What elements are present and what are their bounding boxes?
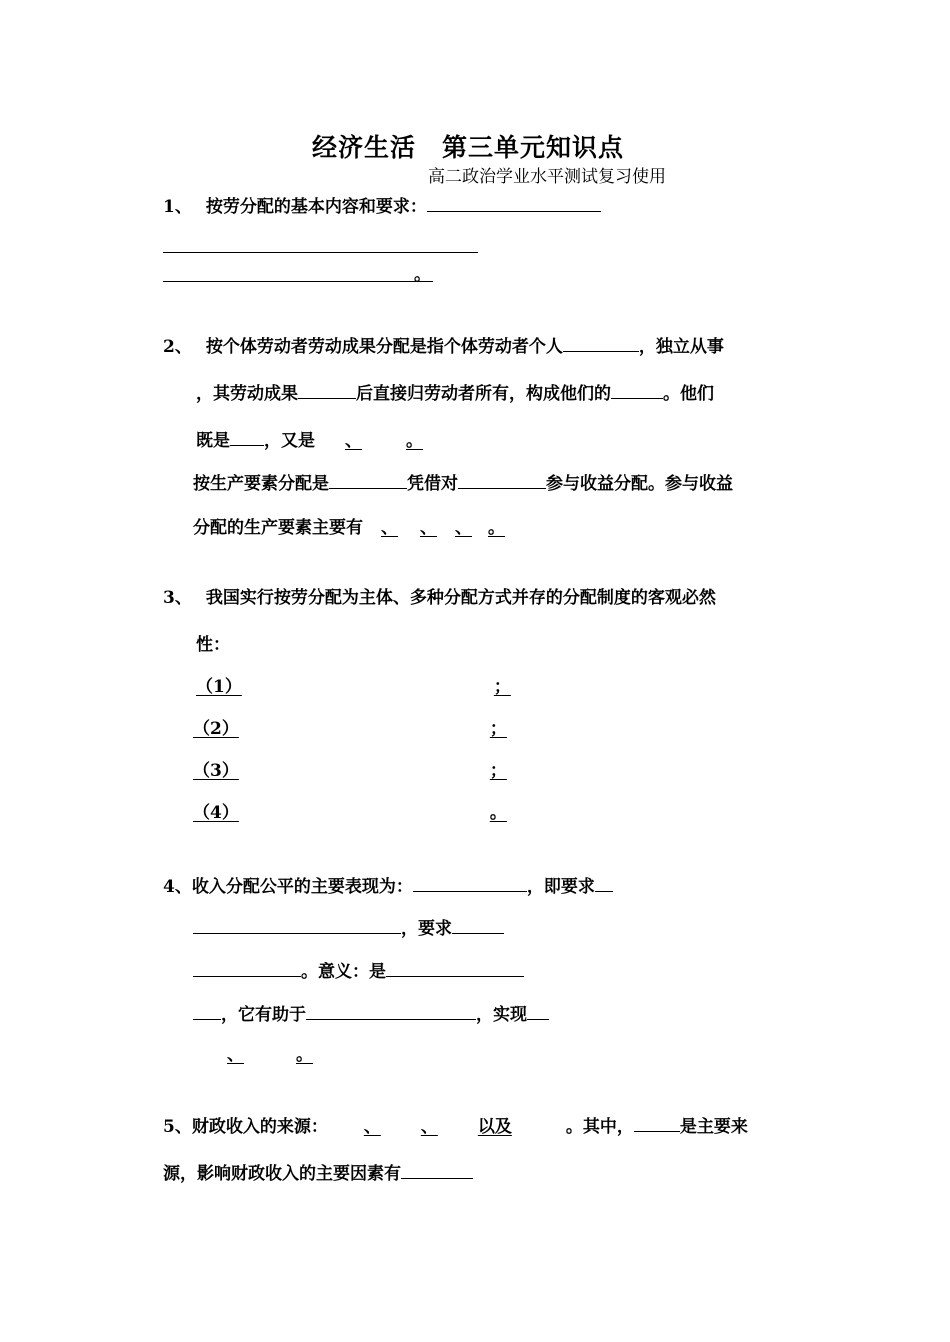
q1-blank-1[interactable] bbox=[427, 193, 601, 212]
q4-line-1 bbox=[163, 873, 613, 898]
q4-text-4b: ，实现 bbox=[476, 1005, 527, 1025]
q2-line-3 bbox=[196, 427, 423, 452]
q2-blank-6[interactable] bbox=[329, 470, 407, 489]
q4-line-5[interactable] bbox=[193, 1044, 318, 1066]
q5-text-1e: 。其中， bbox=[565, 1117, 634, 1137]
q2-end-5: 。 bbox=[488, 518, 505, 538]
q2-text-2a: ，其劳动成果 bbox=[196, 384, 298, 404]
q2-end-3: 。 bbox=[406, 431, 423, 451]
q2-sep-5c: 、 bbox=[455, 518, 472, 538]
q3-item-4-label: （4） bbox=[193, 803, 239, 823]
q3-item-4-end: 。 bbox=[489, 803, 507, 823]
q2-blank-3[interactable] bbox=[611, 380, 663, 399]
q2-blank-8[interactable] bbox=[363, 518, 511, 538]
q3-line-2: 性： bbox=[196, 635, 230, 655]
q4-text-3a: 。意义：是 bbox=[301, 962, 386, 982]
q2-text-1a: 按个体劳动者劳动成果分配是指个体劳动者个人 bbox=[205, 337, 563, 357]
q1-line-1 bbox=[163, 193, 601, 218]
q2-blank-4[interactable] bbox=[230, 427, 264, 446]
q4-line-2 bbox=[193, 915, 504, 940]
q3-item-2-end: ； bbox=[489, 719, 507, 739]
q2-text-3a: 既是 bbox=[196, 431, 230, 451]
q2-text-2b: 后直接归劳动者所有，构成他们的 bbox=[356, 384, 611, 404]
q3-item-2-label: （2） bbox=[193, 719, 239, 739]
q2-blank-5[interactable] bbox=[315, 431, 423, 451]
q5-text-1a: 财政收入的来源： bbox=[191, 1117, 328, 1137]
q5-sep-1: 、 bbox=[363, 1117, 381, 1137]
q2-text-4b: 凭借对 bbox=[407, 474, 458, 494]
q5-blank-2[interactable] bbox=[634, 1113, 680, 1132]
page-title: 经济生活 第三单元知识点 bbox=[312, 133, 625, 162]
q4-text-1b: ，即要求 bbox=[526, 877, 595, 897]
q5-blank-1[interactable] bbox=[328, 1117, 566, 1137]
q3-item-3-end: ； bbox=[489, 761, 507, 781]
q2-text-4a: 按生产要素分配是 bbox=[193, 474, 329, 494]
q4-blank-6[interactable] bbox=[386, 958, 524, 977]
q4-blank-8[interactable] bbox=[306, 1001, 476, 1020]
q5-number: 5、 bbox=[163, 1117, 192, 1137]
q5-text-1d: 以及 bbox=[477, 1117, 512, 1137]
q5-line-2 bbox=[163, 1160, 473, 1185]
q4-blank-1[interactable] bbox=[413, 873, 527, 892]
q3-item-1-end: ； bbox=[493, 677, 511, 697]
q1-blank-2[interactable] bbox=[163, 252, 478, 253]
q2-text-5a: 分配的生产要素主要有 bbox=[193, 518, 363, 538]
q4-blank-3[interactable] bbox=[193, 915, 401, 934]
q2-text-1b: ，独立从事 bbox=[638, 337, 724, 357]
q2-sep-5b: 、 bbox=[420, 518, 437, 538]
q4-blank-7[interactable] bbox=[193, 1001, 221, 1020]
q4-line-3 bbox=[193, 958, 524, 983]
q5-line-1 bbox=[163, 1113, 748, 1138]
q2-text-3b: ，又是 bbox=[264, 431, 315, 451]
q5-blank-3[interactable] bbox=[401, 1160, 473, 1179]
q5-text-1f: 是主要来 bbox=[679, 1117, 748, 1137]
q1-end: 。 bbox=[414, 265, 431, 285]
q4-text-4a: ，它有助于 bbox=[221, 1005, 306, 1025]
q3-item-2[interactable] bbox=[193, 718, 512, 740]
q5-text-2: 源，影响财政收入的主要因素有 bbox=[163, 1164, 401, 1184]
q4-sep-5: 、 bbox=[227, 1045, 244, 1065]
q2-text-4c: 参与收益分配。参与收益 bbox=[546, 474, 733, 494]
q4-text-1a: 收入分配公平的主要表现为： bbox=[191, 877, 413, 897]
q2-line-4 bbox=[193, 470, 733, 495]
q2-line-5 bbox=[193, 517, 511, 539]
q3-line-1 bbox=[163, 587, 716, 609]
q3-text-1: 我国实行按劳分配为主体、多种分配方式并存的分配制度的客观必然 bbox=[205, 588, 716, 608]
q1-blank-3[interactable] bbox=[163, 281, 433, 282]
q4-text-2a: ，要求 bbox=[401, 919, 452, 939]
page-subtitle: 高二政治学业水平测试复习使用 bbox=[428, 167, 666, 187]
q3-item-4[interactable] bbox=[193, 802, 512, 824]
q3-item-1-label: （1） bbox=[196, 677, 242, 697]
q2-sep-5a: 、 bbox=[381, 518, 398, 538]
q2-blank-2[interactable] bbox=[298, 380, 356, 399]
q3-item-1[interactable] bbox=[196, 676, 521, 698]
q2-number: 2、 bbox=[163, 337, 192, 357]
q3-number: 3、 bbox=[163, 588, 192, 608]
q2-blank-1[interactable] bbox=[563, 333, 639, 352]
q4-blank-4[interactable] bbox=[452, 915, 504, 934]
q2-line-1 bbox=[163, 333, 724, 358]
q3-item-3[interactable] bbox=[193, 760, 512, 782]
q4-blank-9[interactable] bbox=[527, 1001, 549, 1020]
q2-sep-3: 、 bbox=[345, 431, 362, 451]
q4-blank-2[interactable] bbox=[595, 873, 613, 892]
q4-number: 4、 bbox=[163, 877, 192, 897]
q2-text-2c: 。他们 bbox=[663, 384, 714, 404]
q3-item-3-label: （3） bbox=[193, 761, 239, 781]
q4-end-5: 。 bbox=[296, 1045, 313, 1065]
q4-line-4 bbox=[193, 1001, 549, 1026]
q1-text: 按劳分配的基本内容和要求： bbox=[205, 197, 427, 217]
q4-blank-5[interactable] bbox=[193, 958, 301, 977]
q1-number: 1、 bbox=[163, 197, 192, 217]
q2-blank-7[interactable] bbox=[458, 470, 546, 489]
q2-line-2 bbox=[196, 380, 714, 405]
q5-sep-2: 、 bbox=[420, 1117, 438, 1137]
